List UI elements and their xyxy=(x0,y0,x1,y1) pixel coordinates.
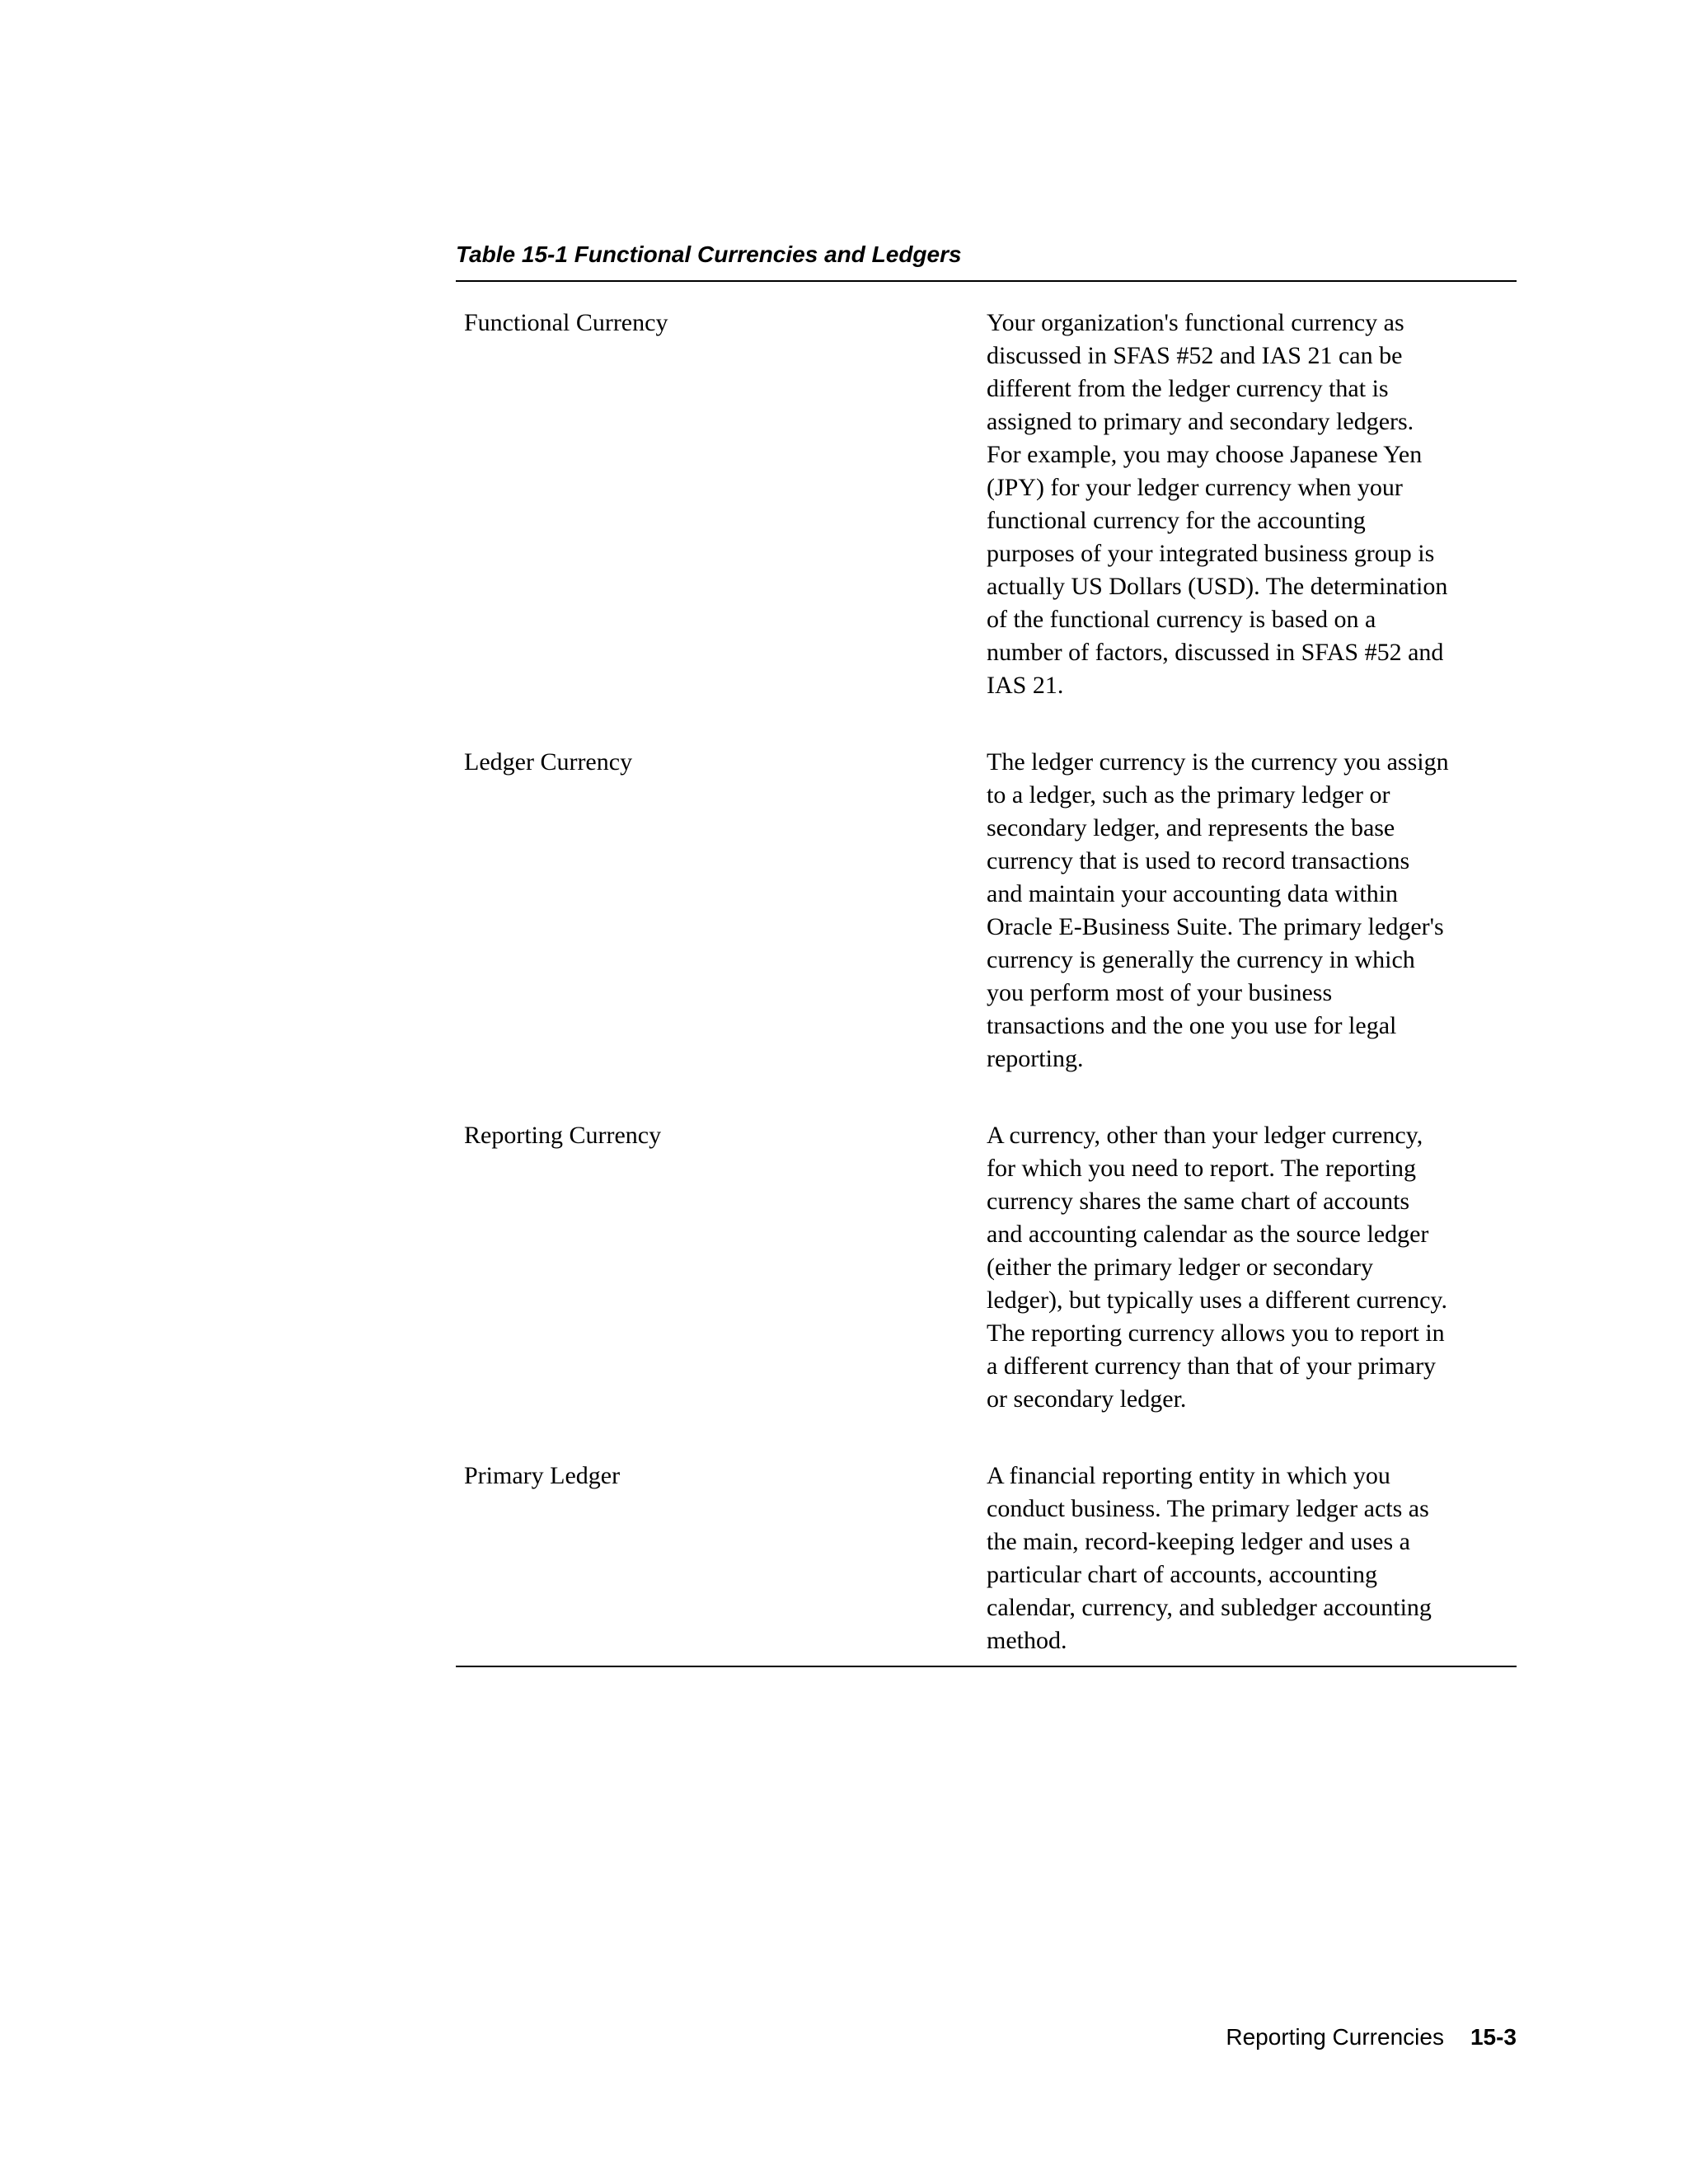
definition-line: Your organization's functional currency as xyxy=(987,309,1404,336)
definition-line: for which you need to report. The reporting xyxy=(987,1155,1416,1182)
definition-line: assigned to primary and secondary ledgers. xyxy=(987,408,1414,435)
definition-line: discussed in SFAS #52 and IAS 21 can be xyxy=(987,342,1403,369)
definition-line: currency shares the same chart of accounts xyxy=(987,1188,1410,1215)
definitions-table xyxy=(456,241,1517,1667)
definition-primary-ledger xyxy=(987,1460,1508,1657)
definition-line: method. xyxy=(987,1627,1067,1654)
table-row xyxy=(456,746,1517,1076)
definition-line: IAS 21. xyxy=(987,672,1064,699)
term-reporting-currency: Reporting Currency xyxy=(464,1122,662,1149)
term-primary-ledger: Primary Ledger xyxy=(464,1462,621,1489)
term-ledger-currency: Ledger Currency xyxy=(464,748,633,776)
definition-line: a different currency than that of your primary xyxy=(987,1352,1437,1380)
definition-line: reporting. xyxy=(987,1045,1084,1072)
table-row xyxy=(456,307,1517,702)
footer-page-number: 15-3 xyxy=(1470,2024,1517,2050)
definition-line: (either the primary ledger or secondary xyxy=(987,1254,1373,1281)
definition-line: and accounting calendar as the source ledger xyxy=(987,1221,1429,1248)
definition-line: you perform most of your business xyxy=(987,979,1333,1006)
page-footer xyxy=(1226,2023,1517,2051)
term-functional-currency: Functional Currency xyxy=(464,309,668,336)
definition-line: A currency, other than your ledger currency, xyxy=(987,1122,1423,1149)
table-bottom-rule xyxy=(456,1666,1517,1667)
definition-line: The reporting currency allows you to report in xyxy=(987,1319,1445,1347)
definition-line: The ledger currency is the currency you assign xyxy=(987,748,1449,776)
definition-line: or secondary ledger. xyxy=(987,1385,1187,1413)
definition-line: the main, record-keeping ledger and uses a xyxy=(987,1528,1410,1555)
definition-line: transactions and the one you use for legal xyxy=(987,1012,1397,1039)
definition-line: currency that is used to record transactions xyxy=(987,847,1410,874)
definition-line: calendar, currency, and subledger accounting xyxy=(987,1594,1432,1621)
definition-line: actually US Dollars (USD). The determination xyxy=(987,573,1448,600)
definition-functional-currency xyxy=(987,307,1508,702)
definition-line: and maintain your accounting data within xyxy=(987,880,1399,907)
definition-line: functional currency for the accounting xyxy=(987,507,1366,534)
table-row xyxy=(456,1119,1517,1416)
definition-line: A financial reporting entity in which you xyxy=(987,1462,1390,1489)
table-caption: Table 15-1 Functional Currencies and Ledgers xyxy=(456,241,962,267)
definition-line: ledger), but typically uses a different currency. xyxy=(987,1286,1447,1314)
definition-line: number of factors, discussed in SFAS #52 and xyxy=(987,639,1444,666)
definition-line: conduct business. The primary ledger acts as xyxy=(987,1495,1429,1522)
table-rows xyxy=(456,282,1517,1666)
definition-line: secondary ledger, and represents the base xyxy=(987,814,1395,841)
footer-section-title: Reporting Currencies xyxy=(1226,2024,1444,2050)
table-row xyxy=(456,1460,1517,1657)
definition-reporting-currency xyxy=(987,1119,1508,1416)
definition-ledger-currency xyxy=(987,746,1508,1076)
definition-line: currency is generally the currency in which xyxy=(987,946,1415,973)
definition-line: Oracle E-Business Suite. The primary ledger's xyxy=(987,913,1444,940)
definition-line: (JPY) for your ledger currency when your xyxy=(987,474,1403,501)
definition-line: For example, you may choose Japanese Yen xyxy=(987,441,1423,468)
definition-line: purposes of your integrated business group is xyxy=(987,540,1435,567)
definition-line: of the functional currency is based on a xyxy=(987,606,1376,633)
definition-line: different from the ledger currency that is xyxy=(987,375,1389,402)
definition-line: particular chart of accounts, accounting xyxy=(987,1561,1377,1588)
definition-line: to a ledger, such as the primary ledger or xyxy=(987,781,1390,808)
